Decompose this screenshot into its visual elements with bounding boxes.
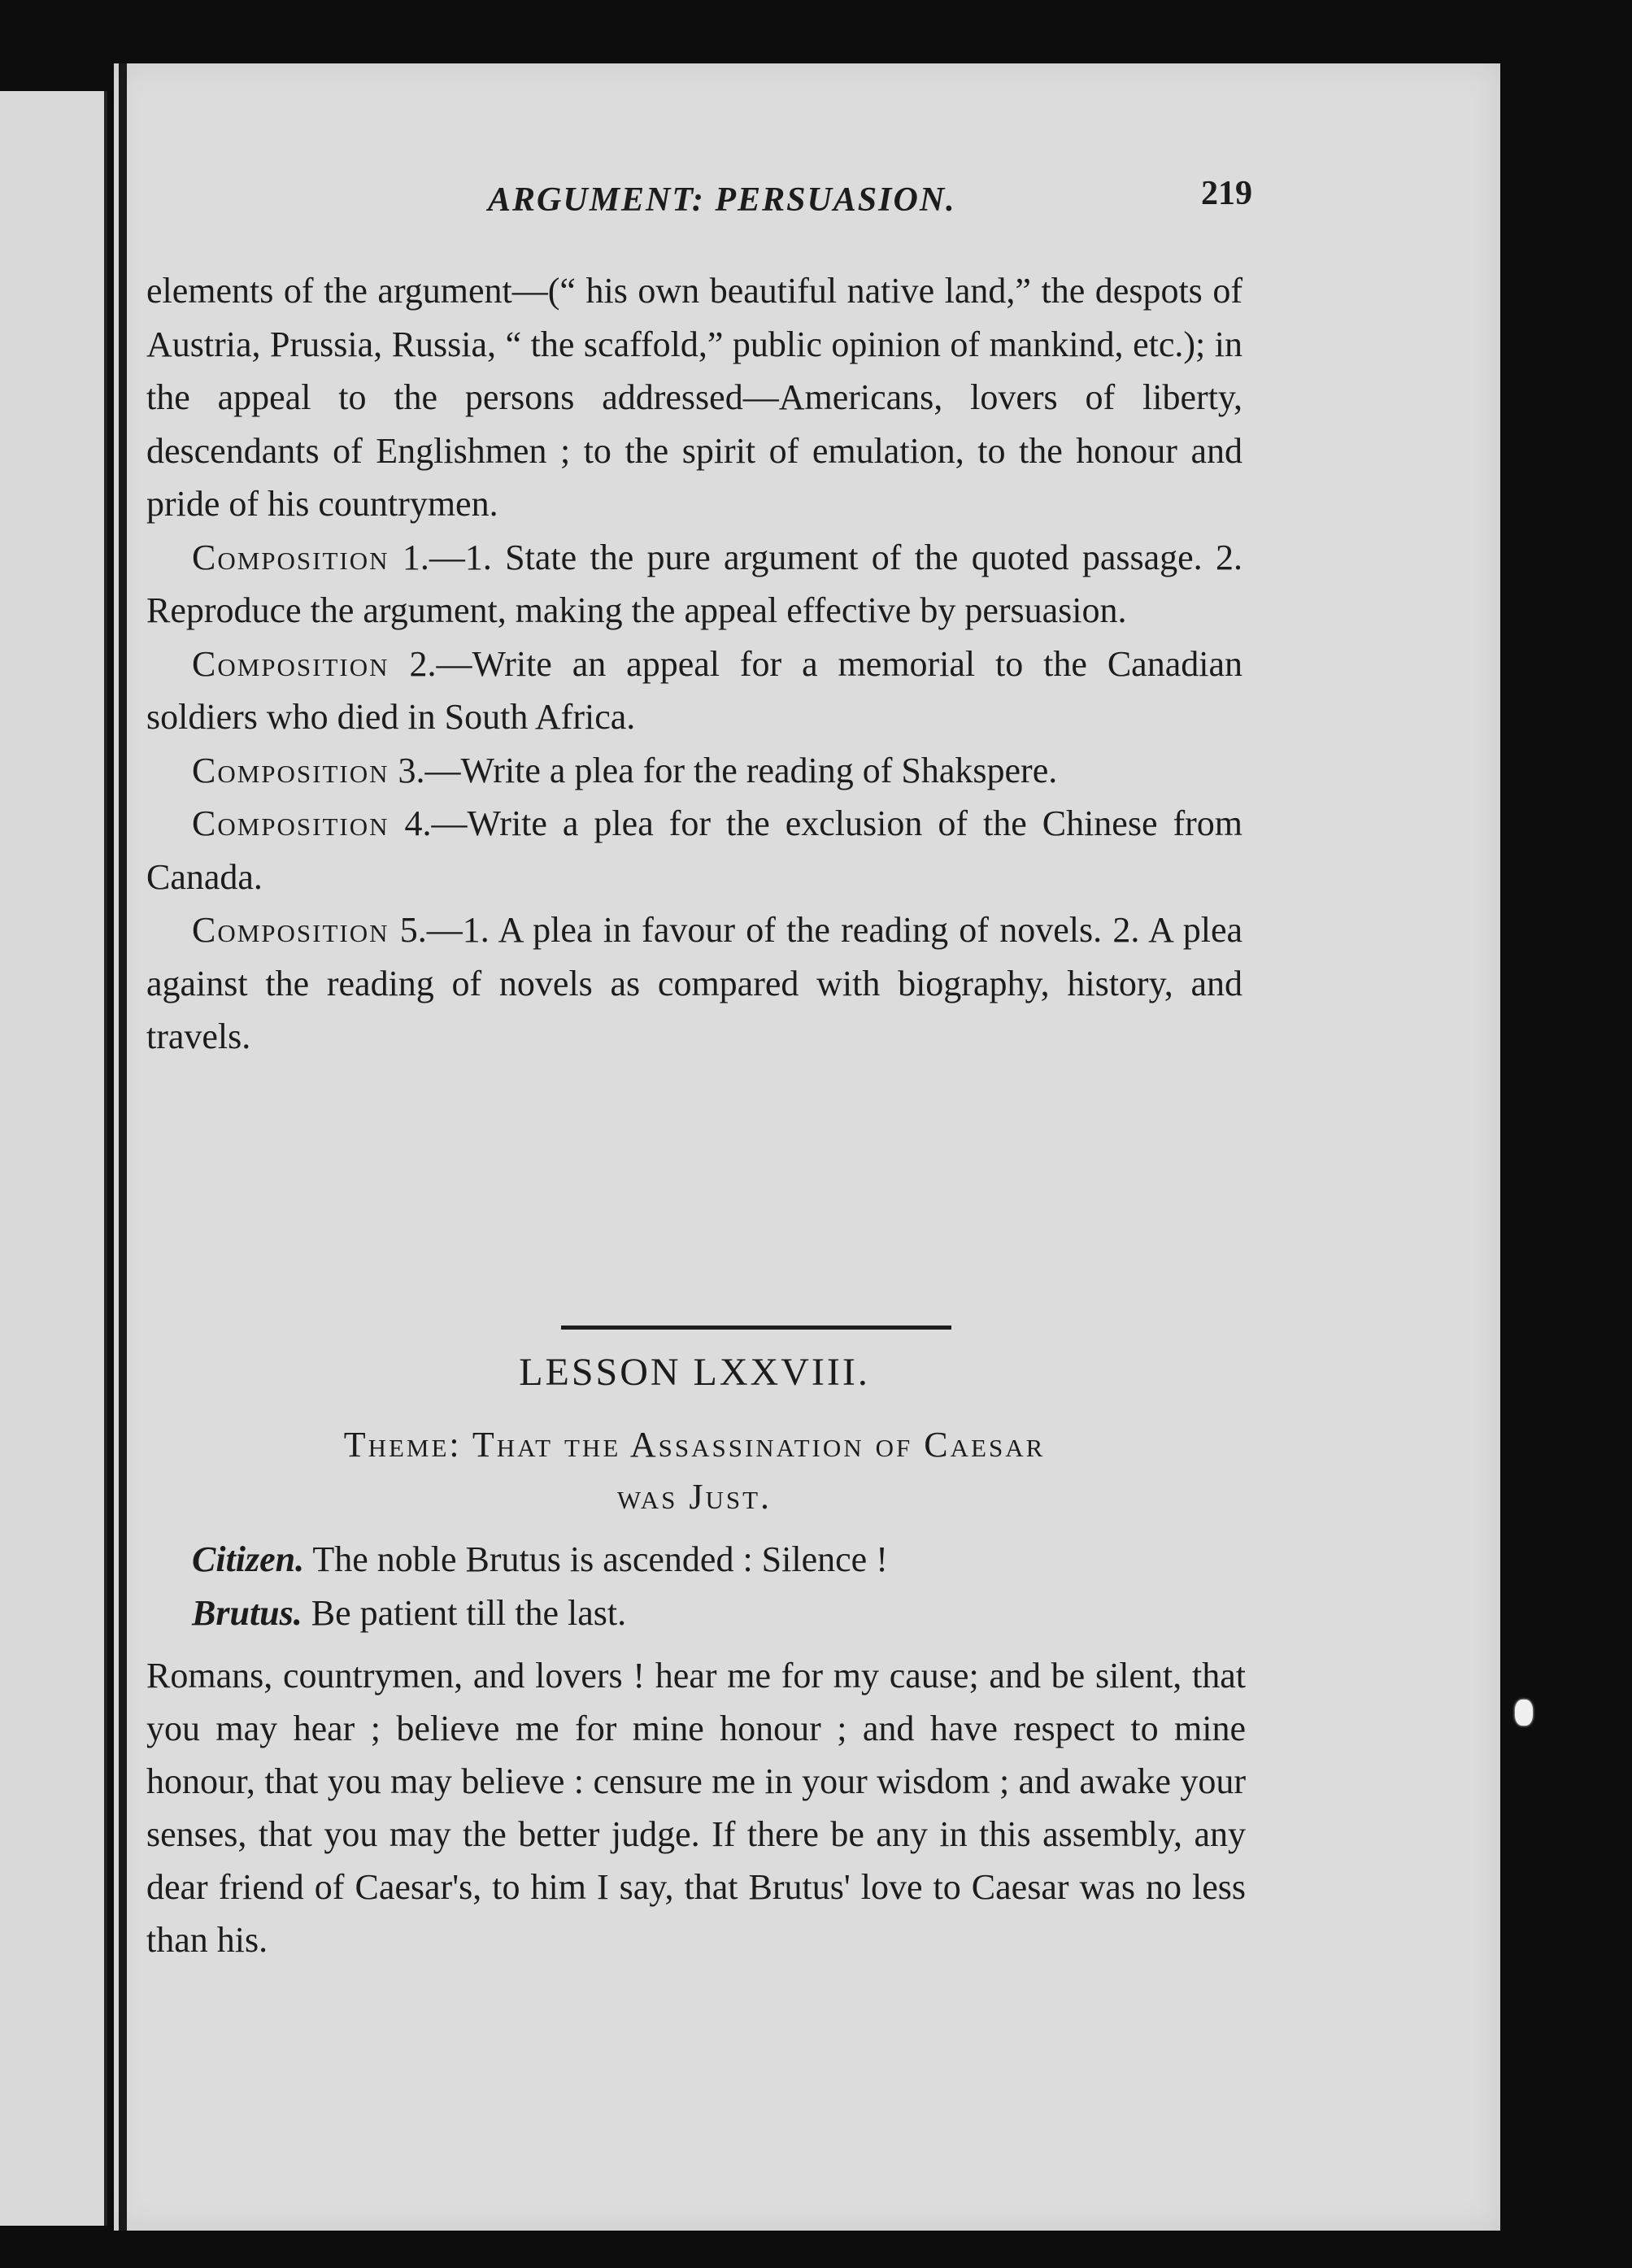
brutus-speech: Romans, countrymen, and lovers ! hear me for my cause; and be silent, that you may hear ; believe me for mine honour ; and have respect to mine honour, that you may believe : censure me in your wisdom ; and awake your senses, that you may the better judge. If there be any in this assembly, any dear friend of Caesar's, to him I say, that Brutus' love to Caesar was no less than his.: [146, 1656, 1246, 1960]
dialogue-line-citizen: [146, 1533, 1242, 1587]
paragraph-argument-elements: elements of the argument—(“ his own beautiful native land,” the despots of Austria, Prussia, Russia, “ the scaffold,” public opinion of mankind, etc.); in the appeal to the persons addressed—Americans, lovers of liberty, descendants of Englishmen ; to the spirit of emulation, to the honour and pride of his countrymen.: [146, 271, 1242, 524]
dialogue-text: The noble Brutus is ascended : Silence !: [304, 1539, 888, 1579]
composition-text: —Write a plea for the exclusion of the Chinese from Canada.: [146, 803, 1243, 897]
section-divider: [561, 1326, 951, 1330]
page-number: 219: [1201, 175, 1252, 212]
lesson-title: LESSON LXXVIII.: [519, 1351, 870, 1394]
scan-blemish: [1515, 1700, 1533, 1726]
composition-5: [146, 903, 1242, 1064]
composition-text: A plea in favour of the reading of novels. 2. A plea against the reading of novels as compared with biography, history, and travels.: [146, 910, 1243, 1056]
dialogue-text: Be patient till the last.: [302, 1593, 627, 1633]
composition-1: [146, 531, 1242, 638]
composition-number: 4.: [404, 803, 432, 843]
composition-label: Composition: [192, 537, 390, 577]
composition-label: Composition: [192, 803, 390, 843]
page-spine: [119, 63, 127, 2231]
composition-number: 3.: [398, 750, 425, 790]
speaker-citizen: Citizen.: [192, 1539, 305, 1579]
composition-number: 2.: [409, 643, 437, 684]
composition-2: [146, 638, 1242, 744]
composition-4: [146, 797, 1242, 903]
composition-label: Composition: [192, 643, 390, 684]
composition-text: —Write a plea for the reading of Shakspere.: [424, 750, 1058, 790]
theme-line-2: was Just.: [616, 1477, 772, 1517]
lesson-theme: [146, 1419, 1242, 1523]
page-header: [382, 175, 1252, 237]
composition-text: —Write an appeal for a memorial to the Canadian soldiers who died in South Africa.: [146, 643, 1242, 737]
composition-label: Composition: [192, 910, 390, 950]
running-head: ARGUMENT: PERSUASION.: [488, 181, 956, 219]
dialogue-line-brutus: [146, 1587, 1242, 1640]
speaker-brutus: Brutus.: [192, 1593, 302, 1633]
composition-3: [146, 744, 1242, 798]
composition-number: 5.—1.: [399, 910, 490, 950]
composition-label: Composition: [192, 750, 390, 790]
dialogue: [146, 1533, 1242, 1640]
composition-text: State the pure argument of the quoted passage. 2. Reproduce the argument, making the appeal effective by persuasion.: [146, 537, 1243, 630]
theme-line-1: Theme: That the Assassination of Caesar: [343, 1425, 1046, 1465]
body-text: [146, 264, 1242, 1064]
composition-number: 1.—1.: [402, 537, 492, 577]
facing-page-edge: [0, 91, 107, 2226]
